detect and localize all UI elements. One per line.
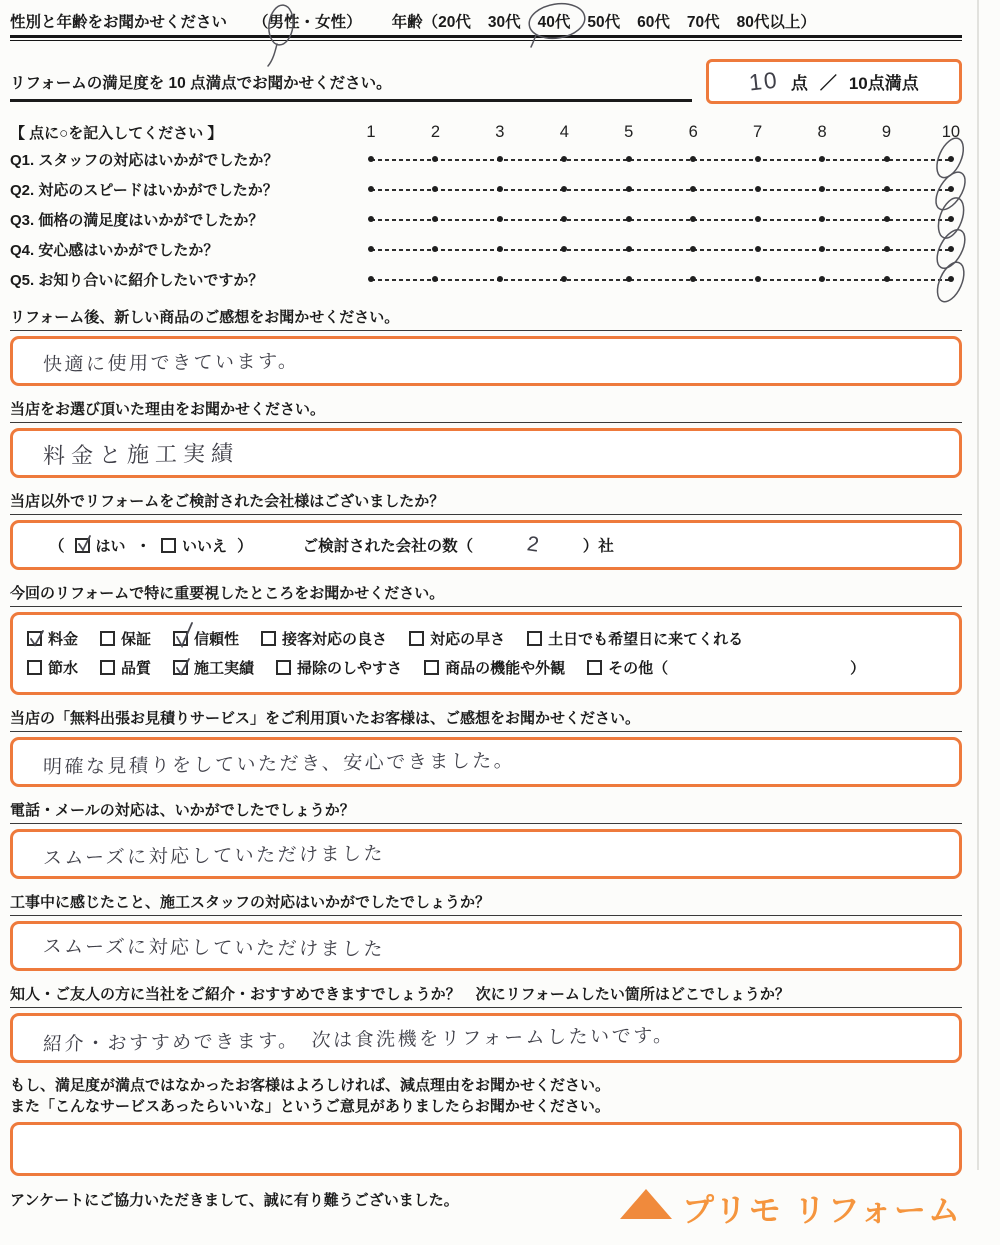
rating-row-q2 (10, 174, 962, 204)
divider-thick (10, 99, 692, 102)
answer-box (10, 428, 962, 478)
rating-scale-line (360, 264, 962, 294)
section-reason (10, 398, 962, 478)
checkbox-square (161, 538, 176, 553)
section-deduction (10, 1075, 962, 1176)
score-slash: ／ (819, 74, 837, 93)
section-estimate-service (10, 707, 962, 787)
checkbox-weekend (527, 628, 743, 649)
checkbox-label: 対応の早さ (430, 631, 506, 648)
gender-paren-open: （ (253, 14, 269, 31)
checkbox-reliability (173, 628, 239, 649)
handwritten-answer: 明確な見積りをしていただき、安心できました。 (42, 750, 516, 778)
importance-row-1 (27, 624, 945, 653)
section-question: 電話・メールの対応は、いかがでしたでしょうか？ (10, 799, 962, 824)
demographics-question: 性別と年齢をお聞かせください (10, 14, 228, 31)
answer-box (10, 336, 962, 386)
section-question: 当店をお選び頂いた理由をお聞かせください。 (10, 398, 962, 423)
rating-instruction: 【 点に○を記入してください 】 (10, 124, 223, 142)
check-mark-icon (77, 534, 92, 553)
check-mark-icon (175, 656, 191, 677)
score-unit: 点 (790, 74, 808, 93)
rating-question: Q5. お知り合いに紹介したいですか？ (10, 271, 264, 289)
checkbox-track-record (173, 657, 254, 678)
age-option: 50代 (587, 14, 621, 31)
scale-number: 1 (366, 122, 376, 141)
answer-box (10, 921, 962, 971)
check-mark-icon (174, 621, 194, 649)
rating-question: Q2. 対応のスピードはいかがでしたか？ (10, 181, 278, 199)
rating-scale (360, 123, 962, 142)
age-option: 80代以上 (736, 14, 801, 31)
rating-question: Q4. 安心感はいかがでしたか？ (10, 241, 219, 259)
satisfaction-question-wrap (10, 59, 692, 102)
gender-dot: ・ (299, 14, 316, 31)
checkbox-label: 掃除のしやすさ (297, 660, 403, 677)
checkbox-label: 品質 (121, 660, 152, 677)
importance-row-2 (27, 653, 945, 682)
section-product-feedback (10, 306, 962, 386)
section-question: リフォーム後、新しい商品のご感想をお聞かせください。 (10, 306, 962, 331)
handwritten-score: 10 (747, 66, 781, 96)
other-paren-close: ） (850, 660, 866, 677)
divider-double (10, 35, 962, 41)
section-question-line2: また「こんなサービスあったらいいな」というご意見がありましたらお聞かせください。 (10, 1098, 610, 1115)
company-logo (620, 1185, 962, 1245)
rating-question: Q3. 価格の満足度はいかがでしたか？ (10, 211, 264, 229)
count-label: ご検討された会社の数（ (302, 538, 474, 555)
age-option: 60代 (637, 14, 670, 31)
scale-number: 10 (941, 122, 961, 141)
checkbox-label: 保証 (121, 631, 152, 648)
logo-text: プリモ リフォーム (681, 1192, 962, 1228)
rating-row-q4 (10, 234, 962, 264)
satisfaction-row (10, 59, 962, 104)
thanks-message: アンケートにご協力いただきまして、誠に有り難うございました。 (10, 1192, 459, 1209)
gender-option-male: 男性 (269, 10, 300, 32)
section-question: 知人・ご友人の方に当社をご紹介・おすすめできますでしょうか？ 次にリフォームしたい箇所はどこでしょうか？ (10, 983, 962, 1008)
checkbox-warranty (100, 628, 151, 649)
rating-scale-line (360, 144, 962, 174)
checkbox-label: いいえ (182, 537, 228, 555)
separator-dot: ・ (135, 538, 152, 555)
handwritten-answer: スムーズに対応していただけました (42, 843, 386, 869)
checkbox-price (27, 628, 78, 649)
rating-row-q5 (10, 264, 962, 294)
scale-number: 4 (559, 122, 569, 141)
answer-box (10, 737, 962, 787)
rating-header (10, 120, 962, 144)
paren-open: （ (49, 538, 65, 555)
scale-number: 6 (688, 122, 698, 141)
section-competitors (10, 490, 962, 570)
checkbox-square (75, 538, 90, 553)
checkbox-label: 土日でも希望日に来てくれる (548, 631, 744, 648)
section-question: 当店以外でリフォームをご検討された会社様はございましたか？ (10, 490, 962, 515)
section-construction (10, 891, 962, 971)
checkbox-label: 接客対応の良さ (282, 631, 388, 648)
age-options (438, 10, 800, 32)
checkbox-label: 節水 (48, 660, 79, 677)
gender-paren-close: ） (346, 14, 362, 31)
checkbox-other (587, 657, 668, 678)
rating-row-q1 (10, 144, 962, 174)
age-option-selected: 40代 (538, 10, 571, 32)
satisfaction-question: リフォームの満足度を 10 点満点でお聞かせください。 (10, 75, 392, 92)
checkbox-easy-cleaning (276, 657, 402, 678)
checkbox-no (161, 535, 227, 556)
handwritten-answer: 快適に使用できています。 (42, 350, 300, 376)
age-prefix: 年齢（ (391, 14, 439, 31)
scan-edge-artifact (977, 0, 979, 1170)
rating-question: Q1. スタッフの対応はいかがでしたか？ (10, 151, 279, 169)
section-question: 工事中に感じたこと、施工スタッフの対応はいかがでしたでしょうか？ (10, 891, 962, 916)
answer-box-empty (10, 1122, 962, 1176)
scale-number: 3 (495, 122, 505, 141)
checkbox-service-quality (261, 628, 387, 649)
logo-house-icon (620, 1189, 672, 1219)
age-option: 20代 (438, 14, 471, 31)
rating-row-q3 (10, 204, 962, 234)
score-box (706, 59, 962, 104)
checkbox-label: その他（ (608, 660, 669, 677)
checkbox-label: 施工実績 (194, 660, 255, 677)
age-option: 30代 (487, 14, 521, 31)
answer-box (10, 520, 962, 570)
checkbox-yes (75, 535, 126, 556)
demographics-row (10, 10, 962, 32)
scale-number: 5 (624, 122, 634, 141)
section-question: 当店の「無料出張お見積りサービス」をご利用頂いたお客様は、ご感想をお聞かせください。 (10, 707, 962, 732)
section-question-line1: もし、満足度が満点ではなかったお客様はよろしければ、減点理由をお聞かせください。 (10, 1077, 611, 1094)
rating-scale-line (360, 204, 962, 234)
handwritten-count: 2 (525, 532, 541, 557)
count-suffix: ）社 (582, 538, 614, 555)
age-option: 70代 (686, 14, 720, 31)
checkbox-water-saving (27, 657, 78, 678)
scale-number: 8 (817, 122, 827, 141)
checkbox-quality (100, 657, 151, 678)
checkbox-label: 商品の機能や外観 (445, 660, 566, 677)
handwritten-answer: 紹介・おすすめできます。 次は食洗機をリフォームしたいです。 (42, 1025, 675, 1055)
section-importance (10, 582, 962, 695)
scale-number: 2 (430, 122, 441, 141)
section-referral (10, 983, 962, 1063)
answer-box (10, 1013, 962, 1063)
checkbox-speed (409, 628, 505, 649)
scale-number: 7 (753, 122, 763, 141)
score-max: 10点満点 (848, 74, 919, 93)
checkbox-features (424, 657, 565, 678)
checkbox-label: 信頼性 (194, 631, 240, 648)
age-paren-close: ） (800, 14, 816, 31)
gender-option-female: 女性 (315, 14, 347, 31)
importance-box (10, 612, 962, 695)
answer-box (10, 829, 962, 879)
rating-scale-line (360, 174, 962, 204)
handwritten-answer: スムーズに対応していただけました (42, 936, 386, 960)
paren-close: ） (237, 538, 253, 555)
handwritten-answer: 料金と施工実績 (42, 440, 240, 468)
checkbox-label: 料金 (48, 631, 79, 648)
rating-grid (10, 120, 962, 294)
rating-scale-line (360, 234, 962, 264)
check-mark-icon (29, 628, 45, 648)
section-phone-mail (10, 799, 962, 879)
scale-number: 9 (881, 122, 892, 141)
section-question: 今回のリフォームで特に重要視したところをお聞かせください。 (10, 582, 962, 607)
footer (10, 1185, 962, 1245)
checkbox-label: はい (95, 537, 126, 555)
